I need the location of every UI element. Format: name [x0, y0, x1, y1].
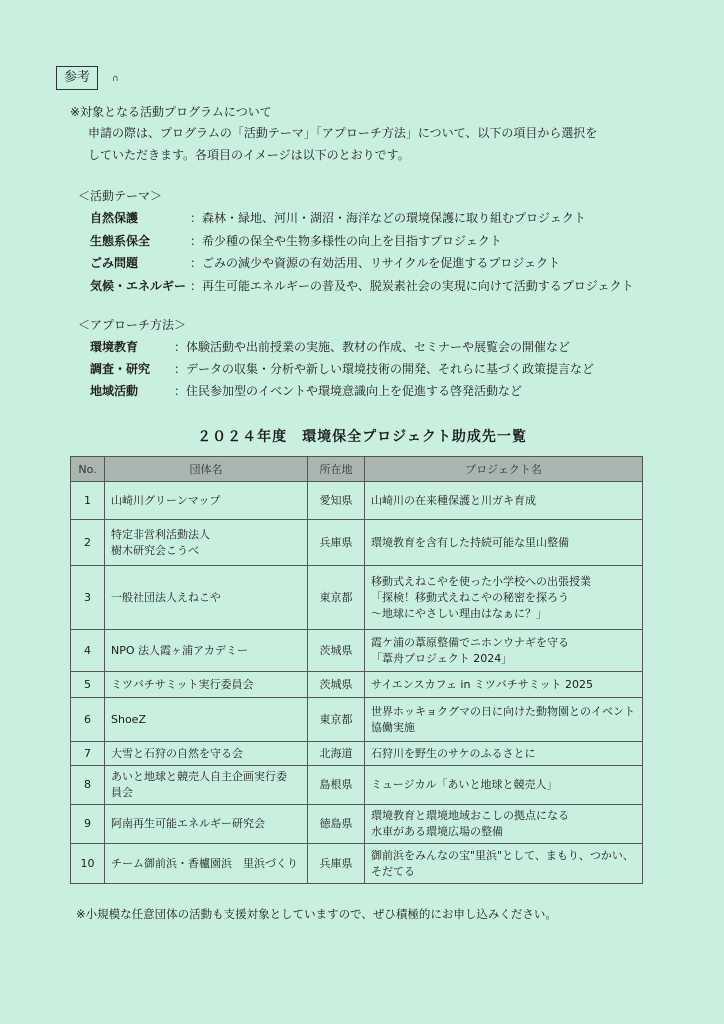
definition-term: 調査・研究	[90, 362, 151, 376]
cell-project	[365, 520, 643, 566]
cell-no: 4	[71, 630, 105, 672]
cell-org	[105, 742, 308, 766]
project-line: 石狩川を野生のサケのふるさとに	[371, 746, 536, 760]
definition-desc: ：森林・緑地、河川・湖沼・海洋などの環境保護に取り組むプロジェクト	[190, 211, 586, 225]
table-row	[71, 766, 643, 805]
cell-location: 茨城県	[308, 630, 365, 672]
project-line: 環境教育と環境地域おこしの拠点になる	[371, 809, 569, 822]
project-line: 水車がある環境広場の整備	[371, 825, 503, 838]
project-line: 「探検！移動式えねこやの秘密を探ろう	[371, 590, 569, 604]
org-line: 樹木研究会こうべ	[111, 543, 199, 557]
definition-desc: ：ごみの減少や資源の有効活用、リサイクルを促進するプロジェクト	[190, 256, 561, 270]
theme-row	[90, 209, 670, 229]
table-row	[71, 805, 643, 844]
header-no: No.	[71, 457, 105, 482]
definition-desc: ：希少種の保全や生物多様性の向上を目指すプロジェクト	[190, 233, 502, 248]
cell-org	[105, 482, 308, 520]
project-line: 移動式えねこやを使った小学校への出張授業	[371, 574, 591, 588]
header-location: 所在地	[308, 457, 365, 482]
org-line: 山崎川グリーンマップ	[111, 493, 221, 507]
org-line: 特定非営利活動法人	[111, 527, 210, 541]
project-line: ～地球にやさしい理由はなぁに？」	[371, 606, 547, 620]
grant-table	[70, 456, 643, 884]
definition-term: 地域活動	[90, 384, 139, 398]
cell-no: 6	[71, 698, 105, 742]
approach-heading: ＜アプローチ方法＞	[78, 318, 187, 332]
theme-row	[90, 232, 670, 252]
cell-location: 北海道	[308, 742, 365, 766]
org-line: ミツバチサミット実行委員会	[111, 677, 254, 691]
grant-list-title: ２０２４年度 環境保全プロジェクト助成先一覧	[197, 429, 527, 445]
approache-row	[90, 360, 670, 380]
table-row	[71, 630, 643, 672]
cell-org	[105, 672, 308, 698]
cell-org	[105, 520, 308, 566]
org-line: 阿南再生可能エネルギー研究会	[111, 817, 265, 830]
project-line: ミュージカル「あいと地球と競売人」	[371, 778, 558, 791]
grant-table-body	[71, 482, 643, 884]
cell-project	[365, 698, 643, 742]
project-line: 協働実施	[371, 720, 415, 734]
project-line: 環境教育を含有した持続可能な里山整備	[371, 535, 569, 549]
definition-term: ごみ問題	[90, 256, 139, 270]
cell-location: 愛知県	[308, 482, 365, 520]
project-line: 霞ケ浦の葦原整備でニホンウナギを守る	[371, 635, 569, 649]
org-line: 一般社団法人えねこや	[111, 590, 221, 604]
org-line: 員会	[111, 786, 133, 799]
project-line: 「葦舟プロジェクト 2024」	[371, 651, 513, 665]
definition-desc: ：体験活動や出前授業の実施、教材の作成、セミナーや展覧会の開催など	[174, 340, 571, 354]
cell-no: 3	[71, 566, 105, 630]
cell-org	[105, 844, 308, 884]
cell-project	[365, 766, 643, 805]
definition-term: 生態系保全	[90, 233, 151, 248]
cell-no: 10	[71, 844, 105, 884]
table-row	[71, 844, 643, 884]
theme-row	[90, 254, 670, 274]
cell-no: 5	[71, 672, 105, 698]
cell-no: 9	[71, 805, 105, 844]
table-row	[71, 482, 643, 520]
footnote: ※小規模な任意団体の活動も支援対象としていますので、ぜひ積極的にお申し込みください。	[76, 907, 557, 921]
intro-line-1: 申請の際は、プログラムの「活動テーマ」「アプローチ方法」について、以下の項目から選択を	[88, 126, 598, 140]
approache-row	[90, 338, 670, 358]
project-line: 山崎川の在来種保護と川ガキ育成	[371, 493, 536, 507]
cell-no: 7	[71, 742, 105, 766]
approache-row	[90, 382, 670, 402]
cell-org	[105, 630, 308, 672]
note-title: ※対象となる活動プログラムについて	[70, 105, 272, 119]
cell-location: 兵庫県	[308, 844, 365, 884]
definition-desc: ：データの収集・分析や新しい環境技術の開発、それらに基づく政策提言など	[174, 362, 595, 376]
org-line: チーム御前浜・香櫨園浜 里浜づくり	[111, 856, 298, 870]
definition-term: 気候・エネルギー	[90, 278, 187, 293]
cell-project	[365, 630, 643, 672]
cell-org	[105, 698, 308, 742]
header-org: 団体名	[105, 457, 308, 482]
project-line: そだてる	[371, 864, 415, 878]
table-row	[71, 672, 643, 698]
cell-project	[365, 566, 643, 630]
cell-org	[105, 566, 308, 630]
cell-location: 兵庫県	[308, 520, 365, 566]
reference-label: 参考	[56, 66, 98, 90]
definition-desc: ：住民参加型のイベントや環境意識向上を促進する啓発活動など	[174, 384, 523, 398]
cell-project	[365, 805, 643, 844]
project-line: 御前浜をみんなの宝"里浜"として、まもり、つかい、	[371, 848, 634, 862]
org-line: NPO 法人霞ヶ浦アカデミー	[111, 643, 248, 657]
org-line: あいと地球と競売人自主企画実行委	[111, 770, 287, 783]
handwritten-mark: ∩	[112, 74, 119, 84]
cell-no: 2	[71, 520, 105, 566]
cell-project	[365, 672, 643, 698]
table-header-row	[71, 457, 643, 482]
intro-line-2: していただきます。各項目のイメージは以下のとおりです。	[88, 148, 410, 162]
cell-no: 8	[71, 766, 105, 805]
table-row	[71, 742, 643, 766]
definition-term: 環境教育	[90, 340, 139, 354]
header-project: プロジェクト名	[365, 457, 643, 482]
cell-org	[105, 766, 308, 805]
project-line: 世界ホッキョクグマの日に向けた動物園とのイベント	[371, 704, 635, 718]
cell-project	[365, 482, 643, 520]
cell-location: 島根県	[308, 766, 365, 805]
definition-desc: ：再生可能エネルギーの普及や、脱炭素社会の実現に向けて活動するプロジェクト	[190, 278, 634, 293]
org-line: ShoeZ	[111, 712, 146, 726]
project-line: サイエンスカフェ in ミツバチサミット 2025	[371, 677, 593, 691]
org-line: 大雪と石狩の自然を守る会	[111, 746, 243, 760]
table-row	[71, 698, 643, 742]
themes-heading: ＜活動テーマ＞	[78, 189, 163, 203]
cell-org	[105, 805, 308, 844]
cell-project	[365, 844, 643, 884]
table-row	[71, 566, 643, 630]
cell-location: 茨城県	[308, 672, 365, 698]
cell-no: 1	[71, 482, 105, 520]
theme-row	[90, 277, 670, 297]
cell-location: 徳島県	[308, 805, 365, 844]
definition-term: 自然保護	[90, 211, 139, 225]
cell-project	[365, 742, 643, 766]
cell-location: 東京都	[308, 698, 365, 742]
cell-location: 東京都	[308, 566, 365, 630]
table-row	[71, 520, 643, 566]
